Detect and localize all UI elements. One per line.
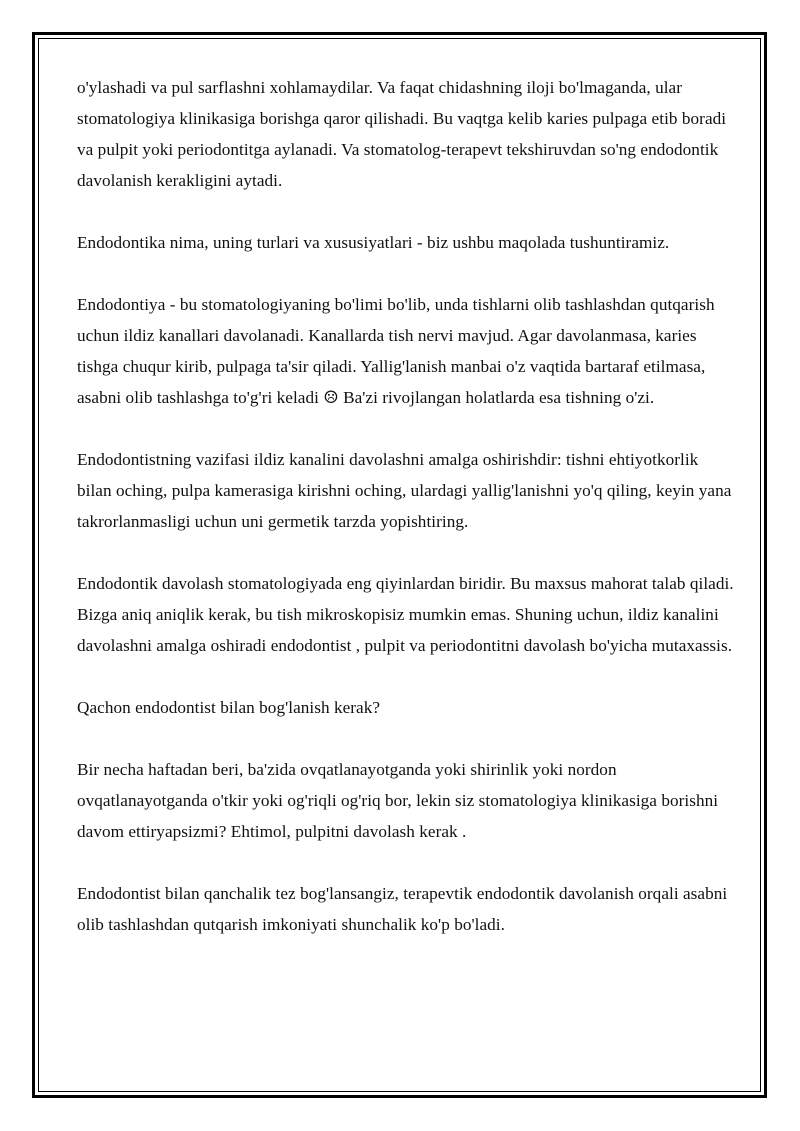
paragraph-8: Endodontist bilan qanchalik tez bog'lansangiz, terapevtik endodontik davolanish orqali asabni olib tashlashdan qutqarish imkoniyati shunchalik ko'p bo'ladi. bbox=[77, 884, 728, 934]
paragraph-6-heading: Qachon endodontist bilan bog'lanish kerak? bbox=[77, 698, 381, 717]
paragraph-3: Endodontiya - bu stomatologiyaning bo'limi bo'lib, unda tishlarni olib tashlashdan qutqarish uchun ildiz kanallari davolanadi. Kanallarda tish nervi mavjud. Agar davolanmasa, karies tishga chuqur kirib, pulpaga ta'sir qiladi. Yallig'lanish manbai o'z vaqtida bartaraf etilmasa, asabni olib tashlashga to'g'ri keladi ☹ Ba'zi rivojlangan holatlarda esa tishning o'zi. bbox=[77, 295, 715, 407]
document-body bbox=[77, 72, 737, 940]
paragraph-7: Bir necha haftadan beri, ba'zida ovqatlanayotganda yoki shirinlik yoki nordon ovqatlanayotganda o'tkir yoki og'riqli og'riq bor, lekin siz stomatologiya klinikasiga borishni davom ettiryapsizmi? Ehtimol, pulpitni davolash kerak . bbox=[77, 760, 719, 841]
paragraph-5: Endodontik davolash stomatologiyada eng qiyinlardan biridir. Bu maxsus mahorat talab qiladi. Bizga aniq aniqlik kerak, bu tish mikroskopisiz mumkin emas. Shuning uchun, ildiz kanalini davolashni amalga oshiradi endodontist , pulpit va periodontitni davolash bo'yicha mutaxassis. bbox=[77, 574, 734, 655]
paragraph-1: o'ylashadi va pul sarflashni xohlamaydilar. Va faqat chidashning iloji bo'lmaganda, ular stomatologiya klinikasiga borishga qaror qilishadi. Bu vaqtga kelib karies pulpaga etib boradi va pulpit yoki periodontitga aylanadi. Va stomatolog-terapevt tekshiruvdan so'ng endodontik davolanish kerakligini aytadi. bbox=[77, 78, 727, 190]
paragraph-4: Endodontistning vazifasi ildiz kanalini davolashni amalga oshirishdir: tishni ehtiyotkorlik bilan oching, pulpa kamerasiga kirishni oching, ulardagi yallig'lanishni yo'q qiling, keyin yana takrorlanmasligi uchun uni germetik tarzda yopishtiring. bbox=[77, 450, 732, 531]
paragraph-2: Endodontika nima, uning turlari va xususiyatlari - biz ushbu maqolada tushuntiramiz. bbox=[77, 233, 670, 252]
